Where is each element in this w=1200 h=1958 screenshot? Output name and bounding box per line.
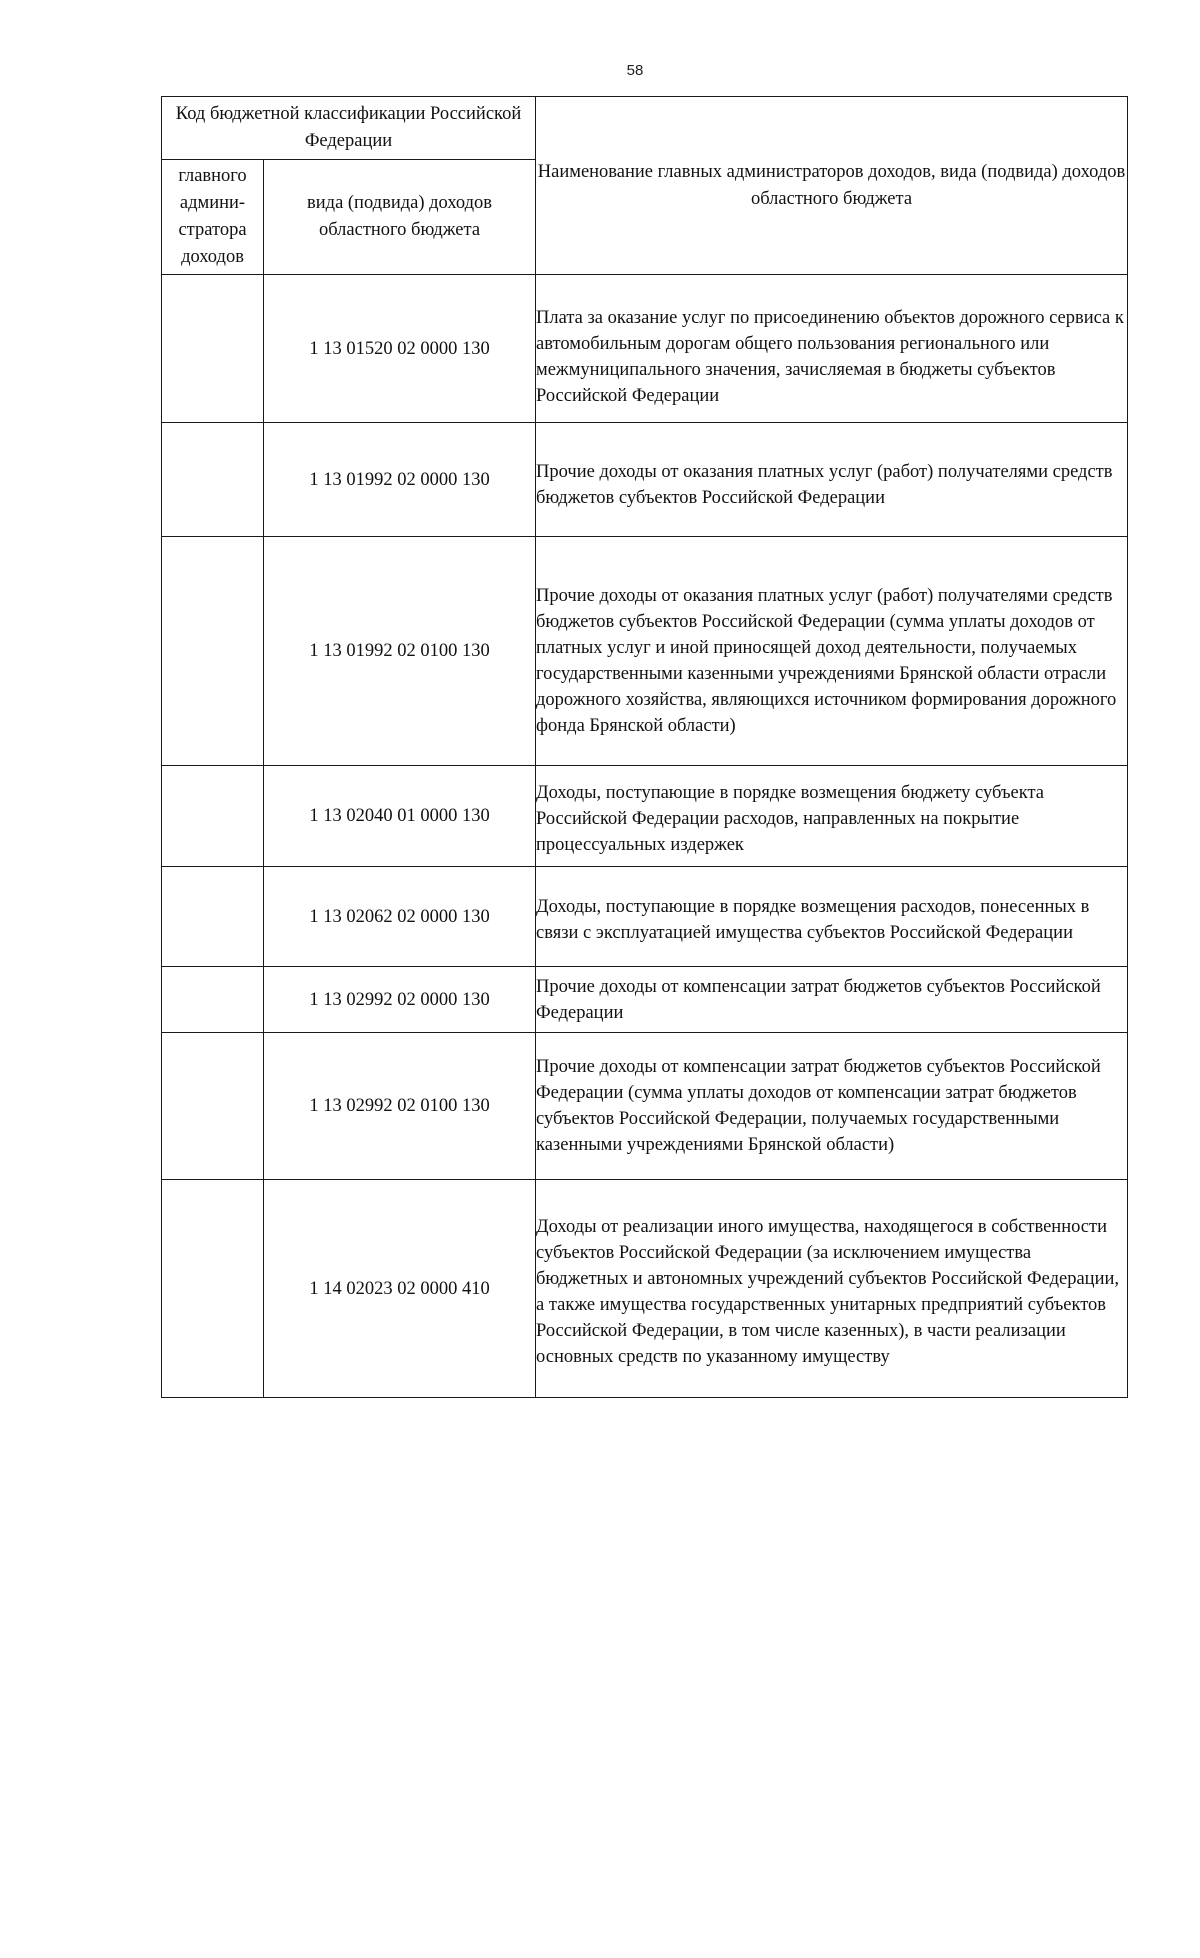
- income-name-text: Доходы, поступающие в порядке возмещения бюджету субъекта Российской Федерации расходов, направленных на покрытие процессуальных издержек: [536, 783, 1045, 855]
- table-row: [162, 1033, 1128, 1180]
- income-name-cell: [536, 766, 1128, 867]
- admin-code-cell: [162, 1180, 264, 1398]
- income-code-cell: 1 13 02992 02 0100 130: [264, 1033, 536, 1180]
- table-row: [162, 275, 1128, 423]
- admin-code-cell: [162, 867, 264, 967]
- income-name-cell: [536, 867, 1128, 967]
- income-code-cell: 1 13 02062 02 0000 130: [264, 867, 536, 967]
- admin-code-cell: [162, 275, 264, 423]
- page-number: 58: [626, 62, 644, 79]
- income-code-cell: 1 13 01992 02 0000 130: [264, 423, 536, 537]
- income-name-cell: [536, 275, 1128, 423]
- admin-code-cell: [162, 766, 264, 867]
- income-name-cell: [536, 1180, 1128, 1398]
- header-row-top: [162, 97, 1128, 160]
- table-row: [162, 1180, 1128, 1398]
- income-code-cell: 1 13 02040 01 0000 130: [264, 766, 536, 867]
- income-code-cell: 1 14 02023 02 0000 410: [264, 1180, 536, 1398]
- header-budget-classification-code: Код бюджетной классификации Российской Федерации: [162, 97, 536, 160]
- admin-code-cell: [162, 967, 264, 1033]
- income-name-cell: [536, 967, 1128, 1033]
- header-main-administrator: главного админи-стратора доходов: [162, 160, 264, 275]
- income-name-text: Доходы от реализации иного имущества, находящегося в собственности субъектов Российской Федерации (за исключением имущества бюджетных и автономных учреждений субъектов Российской Федерации, а также имущества государственных унитарных предприятий субъектов Российской Федерации, в том числе казенных), в части реализации основных средств по указанному имуществу: [536, 1216, 1120, 1367]
- admin-code-cell: [162, 1033, 264, 1180]
- income-name-cell: [536, 423, 1128, 537]
- table-row: [162, 766, 1128, 867]
- table-header: [162, 97, 1128, 275]
- admin-code-cell: [162, 423, 264, 537]
- income-name-cell: [536, 1033, 1128, 1180]
- table-row: [162, 867, 1128, 967]
- income-code-cell: 1 13 01520 02 0000 130: [264, 275, 536, 423]
- table-body: [162, 275, 1128, 1398]
- income-name-cell: [536, 537, 1128, 766]
- income-name-text: Прочие доходы от оказания платных услуг (работ) получателями средств бюджетов субъектов Российской Федерации (сумма уплаты доходов от платных услуг и иной приносящей доход деятельности, получаемых государственными казенными учреждениями Брянской области отрасли дорожного хозяйства, являющихся источником формирования дорожного фонда Брянской области): [536, 586, 1117, 736]
- income-code-cell: 1 13 01992 02 0100 130: [264, 537, 536, 766]
- income-name-text: Плата за оказание услуг по присоединению объектов дорожного сервиса к автомобильным дорогам общего пользования регионального или межмуниципального значения, зачисляемая в бюджеты субъектов Российской Федерации: [536, 307, 1124, 406]
- budget-classification-table: [161, 96, 1128, 1398]
- header-administrator-name: Наименование главных администраторов доходов, вида (подвида) доходов областного бюджета: [536, 97, 1128, 275]
- table-row: [162, 537, 1128, 766]
- table-row: [162, 423, 1128, 537]
- income-code-cell: 1 13 02992 02 0000 130: [264, 967, 536, 1033]
- income-name-text: Доходы, поступающие в порядке возмещения расходов, понесенных в связи с эксплуатацией имущества субъектов Российской Федерации: [536, 896, 1090, 943]
- table-row: [162, 967, 1128, 1033]
- income-name-text: Прочие доходы от оказания платных услуг (работ) получателями средств бюджетов субъектов Российской Федерации: [536, 461, 1113, 508]
- header-income-kind: вида (подвида) доходов областного бюджета: [264, 160, 536, 275]
- income-name-text: Прочие доходы от компенсации затрат бюджетов субъектов Российской Федерации: [536, 976, 1101, 1023]
- admin-code-cell: [162, 537, 264, 766]
- income-name-text: Прочие доходы от компенсации затрат бюджетов субъектов Российской Федерации (сумма уплаты доходов от компенсации затрат бюджетов субъектов Российской Федерации, получаемых государственными казенными учреждениями Брянской области): [536, 1057, 1101, 1155]
